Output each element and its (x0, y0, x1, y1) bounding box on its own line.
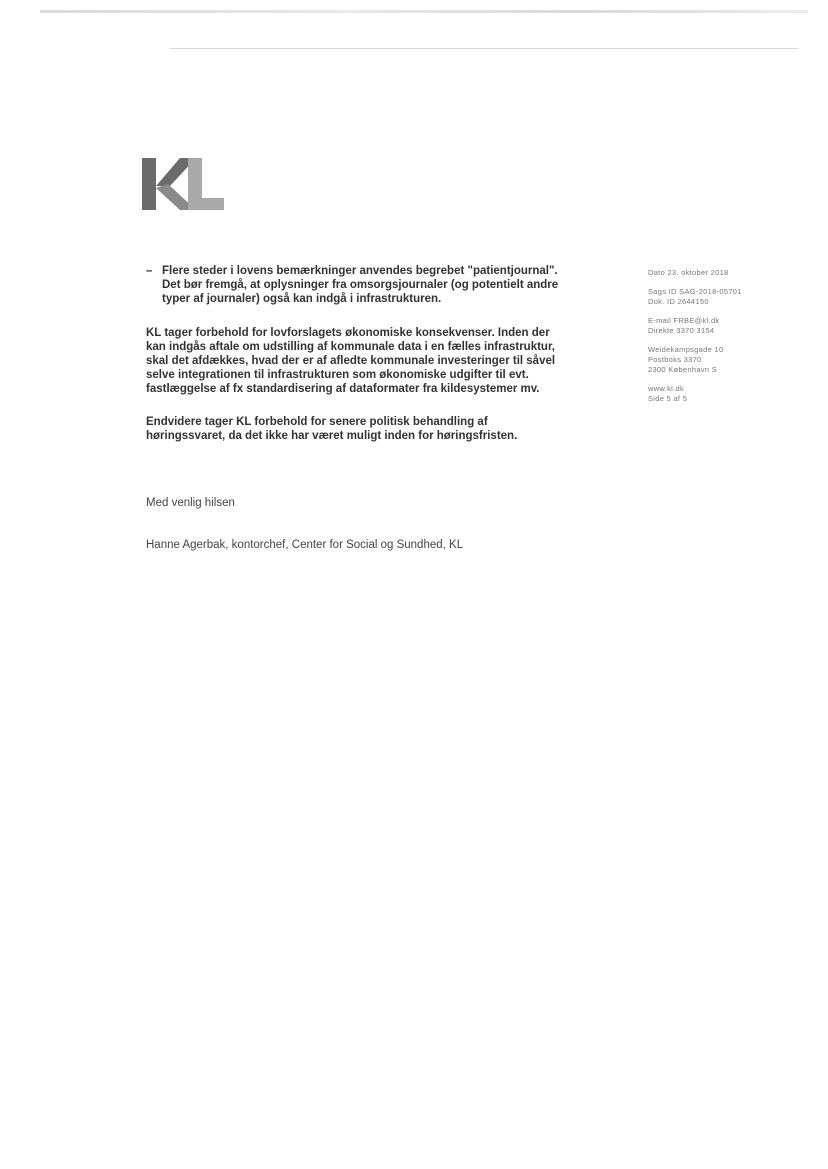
sidebar-address-city: 2300 København S (648, 365, 718, 374)
bullet-text: Flere steder i lovens bemærkninger anvendes begrebet "patientjournal". Det bør fremgå, at oplysninger fra omsorgsjournaler (og potentielt andre typer af journaler) også kan indgå i infrastrukturen. (162, 265, 559, 305)
signature-line: Hanne Agerbak, kontorchef, Center for Social og Sundhed, KL (146, 539, 464, 551)
sidebar-web-group (648, 384, 778, 404)
sidebar-address-group (648, 345, 778, 375)
scan-artifact-line (170, 48, 798, 49)
sidebar-date-group (648, 268, 778, 278)
bullet-item (146, 264, 566, 306)
metadata-sidebar (648, 268, 778, 413)
sidebar-contact-group (648, 316, 778, 336)
sidebar-web: www.kl.dk (648, 384, 685, 393)
sidebar-address-postbox: Postboks 3370 (648, 355, 702, 364)
kl-logo (140, 156, 230, 214)
sidebar-sags-id: Sags ID SAG-2018-05701 (648, 287, 742, 296)
sidebar-address-street: Weidekampsgade 10 (648, 345, 724, 354)
sidebar-direkte: Direkte 3370 3154 (648, 326, 715, 335)
closing-greeting: Med venlig hilsen (146, 497, 235, 509)
sidebar-page-number: Side 5 af 5 (648, 394, 688, 403)
sidebar-date: Dato 23. oktober 2018 (648, 268, 729, 277)
paragraph-political-reservation: Endvidere tager KL forbehold for senere politisk behandling af høringssvaret, da det ikke har været muligt inden for høringsfristen. (146, 416, 518, 442)
sidebar-email: E-mail FRBE@kl.dk (648, 316, 720, 325)
letter-body (146, 264, 566, 462)
scan-artifact-top (40, 10, 808, 13)
bullet-mark: – (146, 265, 153, 277)
paragraph-economic-reservation: KL tager forbehold for lovforslagets økonomiske konsekvenser. Inden der kan indgås aftale om udstilling af kommunale data i en fælles infrastruktur, skal det afdækkes, hvad der er af afledte kommunale investeringer til såvel selve integrationen til infrastrukturen som økonomiske udgifter til evt. fastlæggelse af fx standardisering af dataformater fra kildesystemer mv. (146, 327, 556, 395)
sidebar-ids-group (648, 287, 778, 307)
kl-logo-mark (140, 156, 230, 214)
sidebar-dok-id: Dok. ID 2644150 (648, 297, 709, 306)
